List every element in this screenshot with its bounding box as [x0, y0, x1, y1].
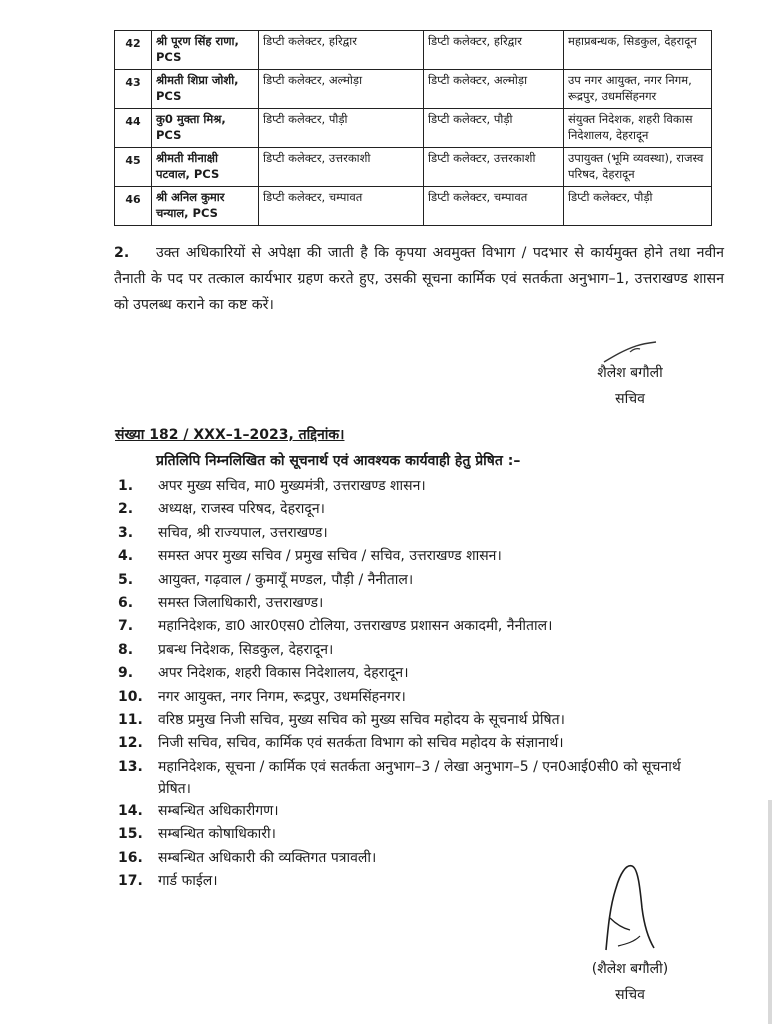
handwritten-signature [596, 858, 676, 958]
new-post: महाप्रबन्धक, सिडकुल, देहरादून [564, 31, 712, 70]
signatory-name: (शैलेश बगौली) [591, 961, 669, 977]
item-number: 11. [118, 712, 143, 729]
item-text: समस्त अपर मुख्य सचिव / प्रमुख सचिव / सचिव, उत्तराखण्ड शासन। [158, 548, 502, 565]
list-item [114, 545, 714, 568]
row-number: 45 [115, 148, 152, 187]
item-number: 2. [118, 501, 134, 518]
item-number: 13. [118, 758, 143, 775]
paragraph-number: 2. [114, 245, 130, 261]
item-text: गार्ड फाईल। [158, 873, 218, 890]
item-text: आयुक्त, गढ़वाल / कुमायूँ मण्डल, पौड़ी / नैनीताल। [158, 571, 414, 588]
new-post: डिप्टी कलेक्टर, पौड़ी [564, 187, 712, 226]
transfer-table [114, 30, 712, 226]
item-number: 17. [118, 873, 143, 890]
reference-number: संख्या 182 / XXX–1–2023, तद्दिनांक। [115, 427, 345, 443]
scan-edge-shadow [768, 800, 772, 1024]
table-row [115, 187, 712, 226]
item-text: समस्त जिलाधिकारी, उत्तराखण्ड। [158, 595, 324, 612]
item-number: 6. [118, 595, 134, 612]
item-number: 10. [118, 688, 143, 705]
item-number: 15. [118, 826, 143, 843]
current-post: डिप्टी कलेक्टर, हरिद्वार [259, 31, 424, 70]
item-number: 16. [118, 849, 143, 866]
signatory-designation: सचिव [615, 391, 645, 407]
list-item [114, 592, 714, 615]
instruction-paragraph [114, 240, 724, 318]
item-number: 3. [118, 524, 134, 541]
table-row [115, 109, 712, 148]
item-text: अपर मुख्य सचिव, मा0 मुख्यमंत्री, उत्तराखण्ड शासन। [158, 478, 426, 494]
officer-name: श्रीमती मीनाक्षी पटवाल, PCS [152, 148, 259, 187]
signatory-name: शैलेश बगौली [597, 365, 663, 381]
item-number: 9. [118, 665, 134, 682]
item-text: अध्यक्ष, राजस्व परिषद, देहरादून। [158, 501, 325, 518]
list-item [114, 615, 714, 638]
item-number: 5. [118, 571, 134, 588]
item-text: प्रबन्ध निदेशक, सिडकुल, देहरादून। [158, 641, 334, 658]
item-text: महानिदेशक, डा0 आर0एस0 टोलिया, उत्तराखण्ड प्रशासन अकादमी, नैनीताल। [158, 618, 553, 635]
item-number: 12. [118, 735, 143, 752]
row-number: 44 [115, 109, 152, 148]
row-number: 46 [115, 187, 152, 226]
officer-name: श्रीमती शिप्रा जोशी, PCS [152, 70, 259, 109]
list-item [114, 800, 714, 823]
officer-name: श्री अनिल कुमार चन्याल, PCS [152, 187, 259, 226]
item-number: 14. [118, 802, 143, 819]
current-post-2: डिप्टी कलेक्टर, हरिद्वार [424, 31, 564, 70]
signature-block-top [570, 360, 690, 412]
row-number: 43 [115, 70, 152, 109]
current-post: डिप्टी कलेक्टर, उत्तरकाशी [259, 148, 424, 187]
item-text: सम्बन्धित अधिकारीगण। [158, 802, 279, 819]
current-post: डिप्टी कलेक्टर, अल्मोड़ा [259, 70, 424, 109]
item-text: निजी सचिव, सचिव, कार्मिक एवं सतर्कता विभाग को सचिव महोदय के संज्ञानार्थ। [158, 735, 564, 752]
item-text: नगर आयुक्त, नगर निगम, रूद्रपुर, उधमसिंहनगर। [158, 688, 406, 705]
new-post: उप नगर आयुक्त, नगर निगम, रूद्रपुर, उधमसिंहनगर [564, 70, 712, 109]
list-item [114, 569, 714, 592]
recipient-list [114, 475, 714, 894]
officer-name: कु0 मुक्ता मिश्र, PCS [152, 109, 259, 148]
item-number: 1. [118, 478, 134, 494]
list-item [114, 475, 714, 498]
list-item [114, 662, 714, 685]
current-post-2: डिप्टी कलेक्टर, पौड़ी [424, 109, 564, 148]
current-post-2: डिप्टी कलेक्टर, उत्तरकाशी [424, 148, 564, 187]
table-row [115, 148, 712, 187]
item-number: 8. [118, 641, 134, 658]
list-item [114, 709, 714, 732]
copy-forward-heading: प्रतिलिपि निम्नलिखित को सूचनार्थ एवं आवश्यक कार्यवाही हेतु प्रेषित :– [156, 453, 521, 469]
list-item [114, 756, 714, 800]
table-row [115, 31, 712, 70]
new-post: उपायुक्त (भूमि व्यवस्था), राजस्व परिषद, देहरादून [564, 148, 712, 187]
item-text: सम्बन्धित अधिकारी की व्यक्तिगत पत्रावली। [158, 849, 377, 866]
list-item [114, 823, 714, 846]
current-post: डिप्टी कलेक्टर, चम्पावत [259, 187, 424, 226]
signature-block-bottom [560, 956, 700, 1008]
item-text: सचिव, श्री राज्यपाल, उत्तराखण्ड। [158, 524, 328, 541]
current-post: डिप्टी कलेक्टर, पौड़ी [259, 109, 424, 148]
list-item [114, 639, 714, 662]
list-item [114, 498, 714, 521]
item-text: वरिष्ठ प्रमुख निजी सचिव, मुख्य सचिव को मुख्य सचिव महोदय के सूचनार्थ प्रेषित। [158, 712, 565, 729]
item-number: 7. [118, 618, 134, 635]
item-text: अपर निदेशक, शहरी विकास निदेशालय, देहरादून। [158, 665, 409, 682]
list-item [114, 522, 714, 545]
signatory-designation: सचिव [615, 987, 645, 1003]
paragraph-text: उक्त अधिकारियों से अपेक्षा की जाती है कि कृपया अवमुक्त विभाग / पदभार से कार्यमुक्त होने तथा नवीन तैनाती के पद पर तत्काल कार्यभार ग्रहण करते हुए, उसकी सूचना कार्मिक एवं सतर्कता अनुभाग–1, उत्तराखण्ड शासन को उपलब्ध कराने का कष्ट करें। [114, 245, 724, 313]
list-item [114, 732, 714, 755]
item-text: सम्बन्धित कोषाधिकारी। [158, 826, 276, 843]
item-text: महानिदेशक, सूचना / कार्मिक एवं सतर्कता अनुभाग–3 / लेखा अनुभाग–5 / एन0आई0सी0 को सूचनार्थ प्रेषित। [158, 758, 681, 797]
officer-name: श्री पूरण सिंह राणा, PCS [152, 31, 259, 70]
item-number: 4. [118, 548, 134, 565]
current-post-2: डिप्टी कलेक्टर, अल्मोड़ा [424, 70, 564, 109]
row-number: 42 [115, 31, 152, 70]
current-post-2: डिप्टी कलेक्टर, चम्पावत [424, 187, 564, 226]
table-row [115, 70, 712, 109]
new-post: संयुक्त निदेशक, शहरी विकास निदेशालय, देहरादून [564, 109, 712, 148]
list-item [114, 686, 714, 709]
